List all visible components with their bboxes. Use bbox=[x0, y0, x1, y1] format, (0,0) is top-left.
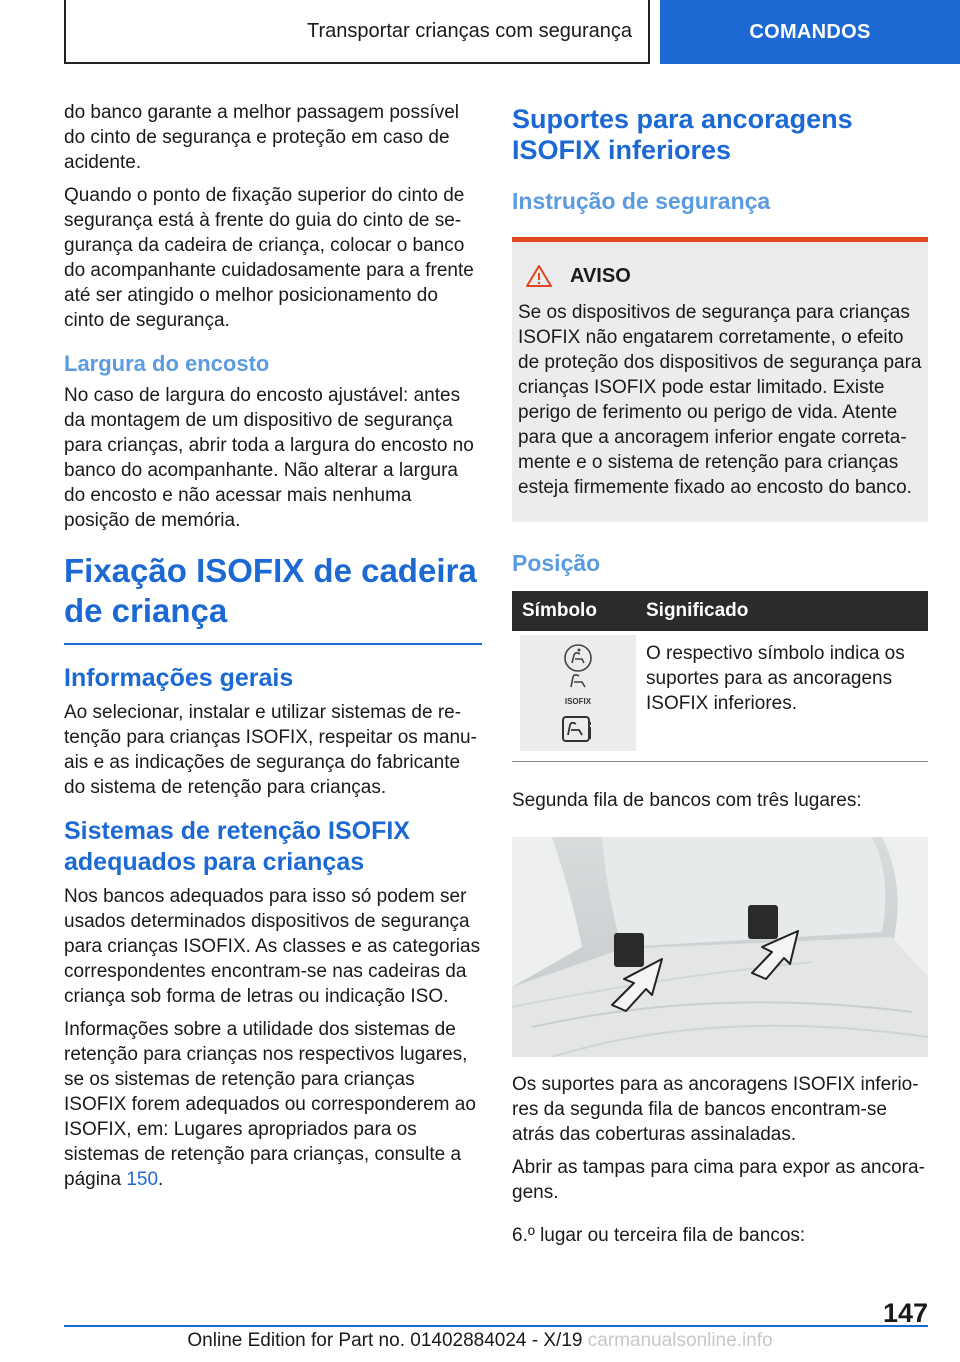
symbol-cell bbox=[512, 631, 636, 762]
footer-rule bbox=[64, 1325, 928, 1327]
paragraph: No caso de largura do encosto ajustável: antes da montagem de um dispositivo de segurança para crianças, abrir toda a largura do encosto no banco do acompanhante. Não alterar a largura do encosto e não acessar mais nenhuma posição de memória. bbox=[64, 385, 474, 531]
warning-triangle-icon bbox=[526, 264, 552, 288]
page-link[interactable]: 150 bbox=[126, 1169, 159, 1190]
section-title: Transportar crianças com segurança bbox=[307, 19, 632, 42]
heading-instrucao: Instrução de segurança bbox=[512, 188, 771, 214]
heading-largura: Largura do encosto bbox=[64, 351, 270, 376]
paragraph: Quando o ponto de fixação superior do cinto de segurança está à frente do guia do cinto de segurança da cadeira de criança, colocar o banco do acompanhante cuidadosamente para a frente até ser atingido o melhor posicionamento do cinto de segurança. bbox=[64, 185, 474, 331]
isofix-seat-icon bbox=[565, 673, 591, 714]
heading-info: Informações gerais bbox=[64, 664, 294, 692]
table-row bbox=[512, 631, 928, 762]
paragraph-with-link bbox=[64, 1017, 482, 1192]
section-title-box bbox=[64, 0, 650, 64]
rear-seat-isofix-photo bbox=[512, 837, 928, 1057]
heading-fixacao: Fixação ISOFIX de cadeira de criança bbox=[64, 552, 477, 629]
heading-sistemas: Sistemas de retenção ISOFIX adequados para crianças bbox=[64, 817, 410, 876]
paragraph: Os suportes para as ancoragens ISOFIX inferiores da segunda fila de bancos encontram-se atrás das coberturas assinaladas. bbox=[512, 1074, 919, 1145]
warning-title bbox=[518, 264, 922, 288]
paragraph-end: . bbox=[158, 1169, 164, 1190]
paragraph: Abrir as tampas para cima para expor as ancoragens. bbox=[512, 1157, 925, 1203]
isofix-icon-label: ISOFIX bbox=[564, 697, 592, 707]
edition-text: Online Edition for Part no. 01402884024 - X/19 bbox=[187, 1330, 583, 1351]
warning-text: Se os dispositivos de segurança para crianças ISOFIX não engatarem corretamente, o efeito de proteção dos dispositivos de segurança para crianças ISOFIX pode estar limitado. Existe perigo de ferimento ou perigo de vida. Atente para que a ancoragem inferior engate corretamente e o sistema de retenção para crianças esteja firmemente fixado ao encosto do banco. bbox=[518, 302, 922, 498]
paragraph: do banco garante a melhor passagem possível do cinto de segurança e proteção em caso de acidente. bbox=[64, 102, 460, 173]
right-column bbox=[512, 100, 928, 1256]
paragraph: Segunda fila de bancos com três lugares: bbox=[512, 790, 862, 811]
symbol-table bbox=[512, 591, 928, 762]
seat-icon bbox=[567, 673, 589, 689]
paragraph: Nos bancos adequados para isso só podem ser usados determinados dispositivos de segurança para crianças ISOFIX. As classes e as categorias correspondentes encontram-se nas cadeiras da criança sob forma de letras ou indicação ISO. bbox=[64, 886, 481, 1007]
left-column bbox=[64, 100, 482, 1200]
page-number: 147 bbox=[882, 1298, 928, 1328]
paragraph: Ao selecionar, instalar e utilizar sistemas de retenção para crianças ISOFIX, respeitar os manuais e as indicações de segurança do fabricante do sistema de retenção para crianças. bbox=[64, 702, 477, 798]
chapter-label: COMANDOS bbox=[749, 20, 871, 43]
footer-line bbox=[0, 1330, 960, 1352]
isofix-anchor-icon bbox=[563, 643, 593, 673]
heading-suportes: Suportes para ancoragens ISOFIX inferiores bbox=[512, 104, 853, 165]
paragraph: 6.º lugar ou terceira fila de bancos: bbox=[512, 1225, 806, 1246]
isofix-symbols bbox=[520, 635, 636, 751]
table-header-symbol: Símbolo bbox=[512, 591, 636, 631]
warning-box bbox=[512, 237, 928, 522]
paragraph-text: Informações sobre a utilidade dos sistemas de retenção para crianças nos respectivos lugares, se os sistemas de retenção para crianças ISOFIX forem adequados ou corresponderem ao ISOFIX, em: Lugares apropriados para os sistemas de retenção para crianças, consulte a página bbox=[64, 1019, 476, 1190]
chapter-tab[interactable] bbox=[660, 0, 960, 64]
heading-posicao: Posição bbox=[512, 550, 601, 576]
meaning-cell: O respectivo símbolo indica os suportes para as ancoragens ISOFIX inferiores. bbox=[636, 631, 928, 762]
watermark: carmanualsonline.info bbox=[587, 1330, 773, 1351]
heading-rule bbox=[64, 643, 482, 645]
isofix-info-icon bbox=[562, 715, 594, 743]
warning-label: AVISO bbox=[570, 264, 631, 287]
table-header-meaning: Significado bbox=[636, 591, 928, 631]
